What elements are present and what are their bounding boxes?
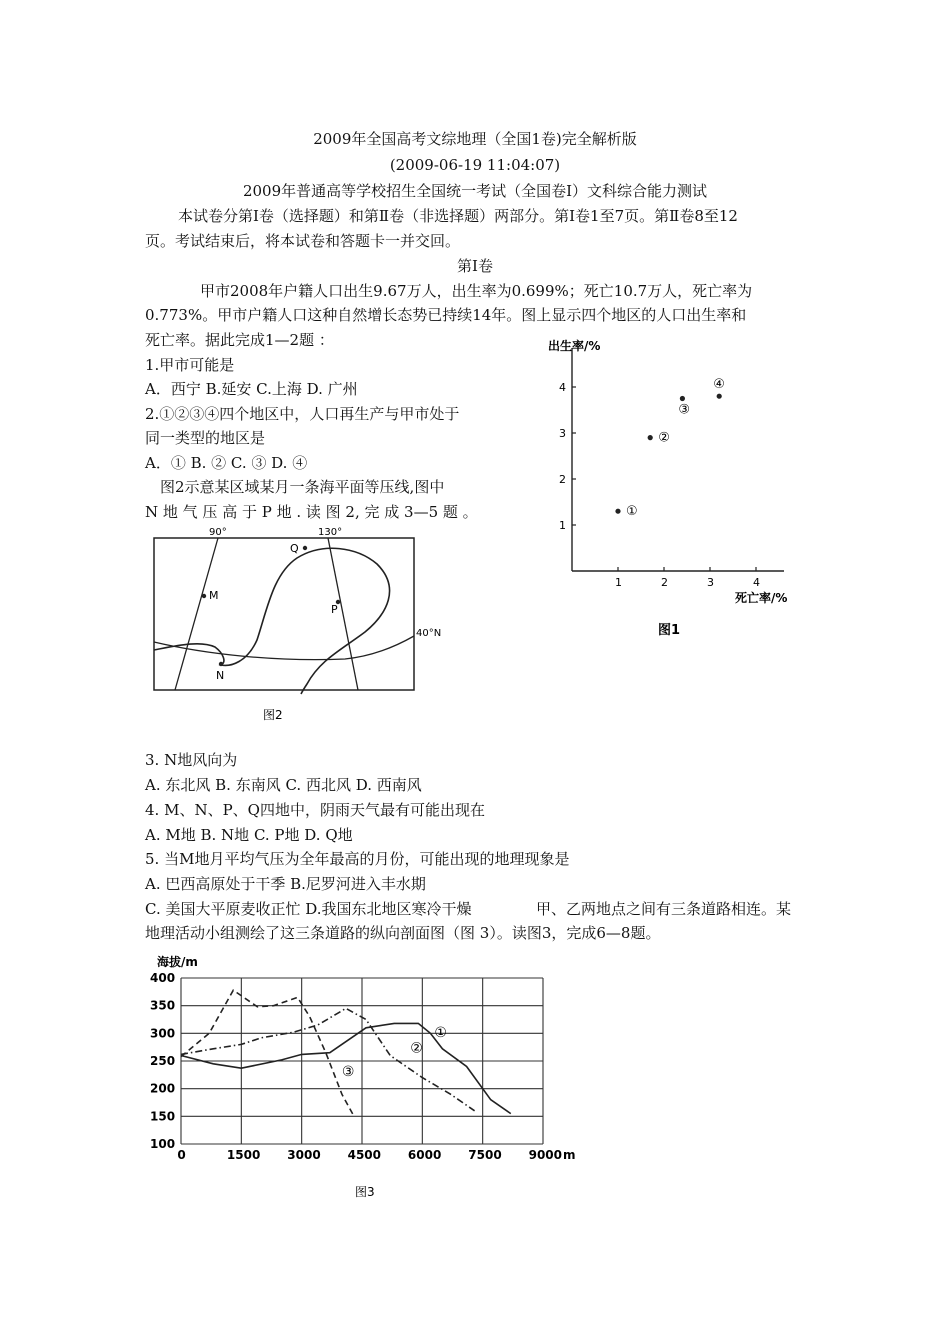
fig1-point bbox=[717, 394, 722, 399]
meridian-90 bbox=[175, 538, 218, 690]
label-lon-90: 90° bbox=[209, 527, 227, 538]
figure-2-isobar-map bbox=[145, 522, 455, 727]
passage1-line-3: 死亡率。据此完成1—2题 ： bbox=[145, 331, 334, 349]
q3-options: A. 东北风 B. 东南风 C. 西北风 D. 西南风 bbox=[145, 776, 422, 794]
intro-line-1: 本试卷分第Ⅰ卷（选择题）和第Ⅱ卷（非选择题）两部分。第Ⅰ卷1至7页。第Ⅱ卷8至12 bbox=[178, 207, 738, 225]
q2-stem-2: 同一类型的地区是 bbox=[145, 429, 266, 447]
fig3-x-tick-label: 9000 bbox=[528, 1148, 563, 1162]
passage2-line-2: N 地 气 压 高 于 P 地 . 读 图 2, 完 成 3—5 题 。 bbox=[145, 503, 478, 521]
label-q: Q bbox=[290, 542, 299, 555]
fig1-y-tick-label: 4 bbox=[559, 381, 566, 394]
fig3-series-line bbox=[181, 1008, 475, 1110]
q3-stem: 3. N地风向为 bbox=[145, 751, 238, 769]
label-lon-130: 130° bbox=[318, 527, 343, 538]
fig3-y-tick-label: 200 bbox=[150, 1081, 176, 1096]
passage2-line-1: 图2示意某区域某月一条海平面等压线,图中 bbox=[160, 478, 445, 496]
fig3-caption: 图3 bbox=[355, 1185, 375, 1199]
map-frame bbox=[154, 538, 414, 690]
fig1-y-tick-label: 3 bbox=[559, 427, 566, 440]
fig1-point-label: ③ bbox=[678, 402, 691, 418]
fig3-y-label: 海拔/m bbox=[157, 955, 198, 969]
fig3-x-tick-label: 0 bbox=[177, 1148, 186, 1162]
passage3-line-2: 地理活动小组测绘了这三条道路的纵向剖面图（图 3）。读图3，完成6—8题。 bbox=[145, 924, 661, 942]
fig1-x-tick-label: 4 bbox=[753, 576, 760, 589]
figure-2-caption: 图2 bbox=[263, 708, 283, 722]
fig3-x-tick-label: 3000 bbox=[287, 1148, 321, 1162]
q5-options-2: C. 美国大平原麦收正忙 D.我国东北地区寒冷干燥 bbox=[145, 900, 472, 918]
fig1-point-label: ② bbox=[658, 430, 670, 446]
fig1-x-tick-label: 3 bbox=[707, 576, 714, 589]
fig3-series-label: ② bbox=[410, 1040, 423, 1057]
fig1-y-tick-label: 2 bbox=[559, 473, 566, 486]
passage3-line-1: 甲、乙两地点之间有三条道路相连。某 bbox=[536, 900, 792, 918]
fig3-y-tick-label: 150 bbox=[150, 1109, 176, 1124]
q4-stem: 4. M、N、P、Q四地中，阴雨天气最有可能出现在 bbox=[145, 801, 485, 819]
q5-stem: 5. 当M地月平均气压为全年最高的月份，可能出现的地理现象是 bbox=[145, 850, 570, 868]
fig1-y-tick-label: 1 bbox=[559, 519, 566, 532]
fig3-x-tick-label: 1500 bbox=[226, 1148, 261, 1162]
fig1-point-label: ④ bbox=[713, 377, 725, 393]
passage1-line-2: 0.773%。甲市户籍人口这种自然增长态势已持续14年。图上显示四个地区的人口出生率和 bbox=[145, 306, 747, 324]
passage1-line-1: 甲市2008年户籍人口出生9.67万人，出生率为0.699%；死亡10.7万人，死亡率为 bbox=[200, 282, 753, 300]
q4-options: A. M地 B. N地 C. P地 D. Q地 bbox=[145, 826, 353, 844]
q2-stem-1: 2.①②③④四个地区中，人口再生产与甲市处于 bbox=[145, 405, 460, 423]
point-m bbox=[202, 594, 206, 598]
label-lat-40n: 40°N bbox=[416, 628, 442, 639]
fig3-y-tick-label: 400 bbox=[150, 971, 176, 985]
fig3-series-label: ③ bbox=[341, 1063, 355, 1080]
point-q bbox=[303, 546, 307, 550]
fig3-x-tick-label: 6000 bbox=[407, 1148, 442, 1162]
figure-1-scatter bbox=[530, 330, 820, 640]
fig1-point bbox=[680, 396, 685, 401]
doc-title: 2009年全国高考文综地理（全国1卷)完全解析版 bbox=[313, 130, 637, 148]
point-n bbox=[219, 662, 223, 666]
figure-3-profile-chart bbox=[145, 948, 595, 1200]
fig3-y-tick-label: 250 bbox=[150, 1054, 176, 1068]
doc-datetime: (2009-06-19 11:04:07) bbox=[389, 156, 561, 174]
q1-options: A．西宁 B.延安 C.上海 D. 广州 bbox=[145, 380, 358, 398]
label-m: M bbox=[209, 589, 219, 602]
parallel-40n bbox=[154, 636, 414, 660]
section-heading: 第Ⅰ卷 bbox=[457, 257, 493, 275]
q2-options: A．① B. ② C. ③ D. ④ bbox=[145, 454, 308, 472]
fig1-y-label: 出生率/% bbox=[548, 339, 601, 353]
fig3-x-tick-label: 4500 bbox=[347, 1148, 382, 1162]
q1-stem: 1.甲市可能是 bbox=[145, 356, 235, 374]
doc-subtitle: 2009年普通高等学校招生全国统一考试（全国卷I）文科综合能力测试 bbox=[242, 182, 708, 200]
fig1-x-tick-label: 2 bbox=[661, 576, 668, 589]
fig3-x-tick-label: 7500 bbox=[468, 1148, 502, 1162]
label-n: N bbox=[216, 669, 225, 682]
fig1-point-label: ① bbox=[626, 504, 638, 520]
fig1-x-label: 死亡率/% bbox=[735, 591, 788, 605]
fig1-x-tick-label: 1 bbox=[615, 576, 622, 589]
q5-options-1: A. 巴西高原处于干季 B.尼罗河进入丰水期 bbox=[145, 875, 426, 893]
label-p: P bbox=[331, 603, 338, 616]
fig1-point bbox=[648, 435, 653, 440]
intro-line-2: 页。考试结束后，将本试卷和答题卡一并交回。 bbox=[145, 232, 461, 250]
fig3-y-tick-label: 100 bbox=[150, 1137, 176, 1151]
fig1-point bbox=[615, 509, 620, 514]
fig3-y-tick-label: 300 bbox=[150, 1026, 176, 1041]
fig3-y-tick-label: 350 bbox=[150, 998, 176, 1013]
fig3-series-label: ① bbox=[434, 1025, 447, 1042]
fig3-x-label: m bbox=[563, 1148, 576, 1162]
fig1-caption: 图1 bbox=[658, 623, 681, 638]
